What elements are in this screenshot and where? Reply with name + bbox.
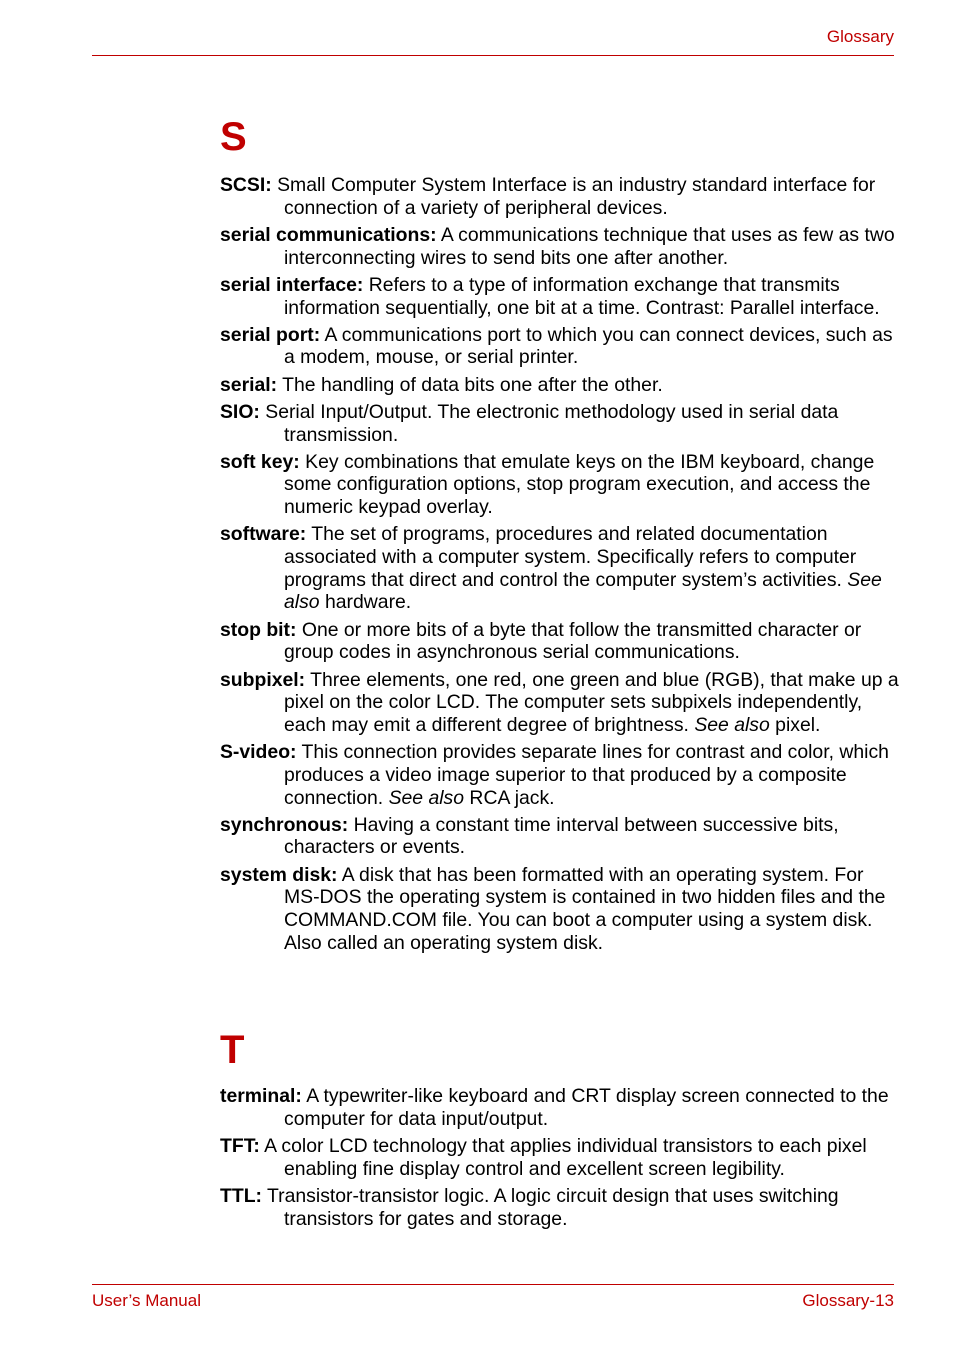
glossary-definition: A communications port to which you can connect devices, such as a modem, mouse, or serial printer.	[284, 323, 893, 369]
glossary-entry	[220, 374, 900, 397]
glossary-entry	[220, 174, 900, 219]
glossary-term: TFT:	[220, 1134, 260, 1157]
see-also-reference: RCA jack.	[464, 786, 555, 809]
glossary-entry	[220, 1185, 900, 1230]
glossary-definition: A disk that has been formatted with an operating system. For MS-DOS the operating system is contained in two hidden files and the COMMAND.COM file. You can boot a computer using a system disk. Also called an operating system disk.	[284, 863, 886, 954]
see-also-reference: pixel.	[769, 713, 821, 736]
see-also-label: See also	[694, 713, 770, 736]
glossary-entry	[220, 741, 900, 809]
glossary-term: SCSI:	[220, 174, 272, 196]
glossary-entry	[220, 523, 900, 614]
see-also-reference: hardware.	[319, 591, 412, 614]
glossary-definition: A typewriter-like keyboard and CRT display screen connected to the computer for data input/output.	[284, 1085, 889, 1130]
section-letter-s: S	[220, 115, 247, 159]
glossary-term: serial communications:	[220, 223, 437, 246]
glossary-definition: Small Computer System Interface is an industry standard interface for connection of a variety of peripheral devices.	[271, 174, 876, 219]
glossary-entry	[220, 1085, 900, 1130]
glossary-definition: Having a constant time interval between successive bits, characters or events.	[284, 813, 839, 859]
glossary-definition: The handling of data bits one after the other.	[277, 373, 663, 396]
footer-manual-title: User’s Manual	[92, 1291, 201, 1310]
glossary-term: system disk:	[220, 863, 338, 886]
glossary-definition: Refers to a type of information exchange that transmits information sequentially, one bit at a time. Contrast: Parallel interface.	[284, 273, 880, 319]
glossary-definition: This connection provides separate lines for contrast and color, which produces a video image superior to that produced by a composite connection.	[284, 741, 889, 809]
glossary-term: serial interface:	[220, 273, 364, 296]
see-also-label: See also	[284, 568, 882, 614]
glossary-definition: A communications technique that uses as few as two interconnecting wires to send bits one after another.	[284, 223, 895, 269]
glossary-term: TTL:	[220, 1184, 262, 1207]
glossary-definition: Serial Input/Output. The electronic methodology used in serial data transmission.	[259, 400, 839, 446]
glossary-entry	[220, 401, 900, 446]
glossary-term: serial port:	[220, 323, 321, 346]
glossary-entry	[220, 274, 900, 319]
section-letter-t: T	[220, 1028, 245, 1072]
header-title: Glossary	[826, 27, 894, 46]
glossary-entry	[220, 224, 900, 269]
header-rule	[92, 55, 894, 56]
glossary-term: software:	[220, 523, 307, 546]
glossary-term: subpixel:	[220, 668, 306, 691]
glossary-entry	[220, 451, 900, 519]
glossary-entry	[220, 814, 900, 859]
glossary-definition: Three elements, one red, one green and blue (RGB), that make up a pixel on the color LCD. The computer sets subpixels independently, each may emit a different degree of brightness.	[284, 668, 899, 736]
glossary-definition: Key combinations that emulate keys on the IBM keyboard, change some configuration options, stop program execution, and access the numeric keypad overlay.	[284, 450, 875, 519]
glossary-term: synchronous:	[220, 813, 349, 836]
glossary-entry	[220, 619, 900, 664]
footer-page-number: Glossary-13	[802, 1291, 894, 1310]
see-also-label: See also	[388, 786, 465, 809]
glossary-entry	[220, 1135, 900, 1180]
glossary-term: S-video:	[220, 741, 297, 764]
glossary-entry	[220, 864, 900, 955]
glossary-definition: Transistor-transistor logic. A logic circuit design that uses switching transistors for gates and storage.	[262, 1184, 839, 1230]
glossary-entry	[220, 669, 900, 737]
glossary-term: serial:	[220, 373, 278, 396]
glossary-list-t	[220, 1085, 900, 1235]
footer-rule	[92, 1284, 894, 1285]
glossary-definition: One or more bits of a byte that follow the transmitted character or group codes in asynchronous serial communications.	[284, 618, 862, 664]
glossary-list-s	[220, 174, 900, 959]
glossary-entry	[220, 324, 900, 369]
glossary-term: SIO:	[220, 400, 260, 423]
glossary-term: soft key:	[220, 450, 300, 473]
glossary-term: stop bit:	[220, 618, 297, 641]
glossary-definition: The set of programs, procedures and related documentation associated with a computer system. Specifically refers to computer programs that direct and control the computer system’s activities.	[284, 523, 857, 591]
glossary-definition: A color LCD technology that applies individual transistors to each pixel enabling fine display control and excellent screen legibility.	[259, 1134, 867, 1180]
glossary-term: terminal:	[220, 1085, 302, 1107]
